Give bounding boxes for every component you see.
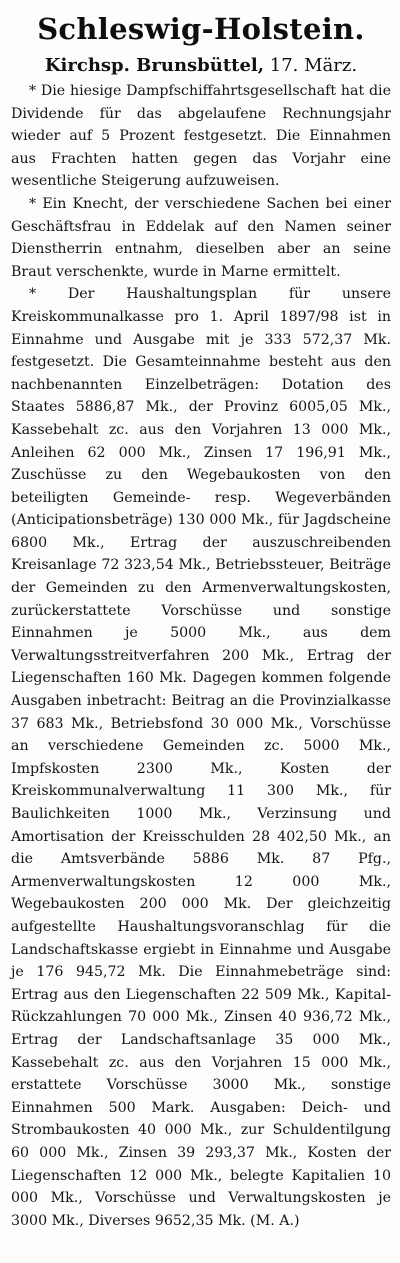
paragraph-budget-text: * Der Haushaltungsplan für unsere Kreiskommunalkasse pro 1. April 1897/98 ist in Einnahme und Ausgabe mit je 333 572,37 Mk. festgesetzt. Die Gesamteinnahme besteht aus den nachbenannten Einzelbeträgen: Dotation des Staates 5886,87 Mk., der Provinz 6005,05 Mk., Kassebehalt zc. aus den Vorjahren 13 000 Mk., Anleihen 62 000 Mk., Zinsen 17 196,91 Mk., Zuschüsse zu den Wegebaukosten von den beteiligten Gemeinde- resp. Wegeverbänden (Anticipationsbeträge) 130 000 Mk., für Jagdscheine 6800 Mk., Ertrag der auszuschreibenden Kreisanlage 72 323,54 Mk., Betriebssteuer, Beiträge der Gemeinden zu den Armenverwaltungskosten, zurückerstattete Vorschüsse und sonstige Einnahmen je 5000 Mk., aus dem Verwaltungsstreitverfahren 200 Mk., Ertrag der Liegenschaften 160 Mk. Dagegen kommen folgende Ausgaben inbetracht: Beitrag an die Provinzialkasse 37 683 Mk., Betriebsfond 30 000 Mk., Vorschüsse an verschiedene Gemeinden zc. 5000 Mk., Impfskosten 2300 Mk., Kosten der Kreiskommunalverwaltung 11 300 Mk., für Baulichkeiten 1000 Mk., Verzinsung und Amortisation der Kreisschulden 28 402,50 Mk., an die Amtsverbände 5886 Mk. 87 Pfg., Armenverwaltungskosten 12 000 Mk., Wegebaukosten 200 000 Mk. Der gleichzeitig aufgestellte Haushaltungsvoranschlag für die Landschaftskasse ergiebt in Einnahme und Ausgabe je 176 945,72 Mk. Die Einnahmebeträge sind: Ertrag aus den Liegenschaften 22 509 Mk., Kapital-Rückzahlungen 70 000 Mk., Zinsen 40 936,72 Mk., Ertrag der Landschaftsanlage 35 000 Mk., Kassebehalt zc. aus den Vorjahren 15 000 Mk., erstattete Vorschüsse 3000 Mk., sonstige Einnahmen 500 Mark. Ausgaben: Deich- und Strombaukosten 40 000 Mk., zur Schuldentilgung 60 000 Mk., Zinsen 39 293,37 Mk., Kosten der Liegenschaften 12 000 Mk., belegte Kapitalien 10 000 Mk., Vorschüsse und Verwaltungskosten je 3000 Mk., Diverses 9652,35 Mk. [11,286,391,1229]
dateline-date: 17. März. [269,55,358,76]
article-dateline [11,54,391,78]
paragraph-shipping-company: * Die hiesige Dampfschiffahrtsgesellschaft hat die Dividende für das abgelaufene Rechnungsjahr wieder auf 5 Prozent festgesetzt. Die Einnahmen aus Frachten hatten gegen das Vorjahr eine wesentliche Steigerung aufzuweisen. [11,83,391,190]
dateline-place: Kirchsp. Brunsbüttel, [44,55,265,76]
paragraph-budget [11,283,391,1232]
paragraph-farmhand: * Ein Knecht, der verschiedene Sachen bei einer Geschäftsfrau in Eddelak auf den Namen seiner Dienstherrin entnahm, dieselben aber an seine Braut verschenkte, wurde in Marne ermittelt. [11,195,391,280]
article-signature: (M. A.) [250,1212,300,1229]
article-title: Schleswig-Holstein. [37,12,365,46]
